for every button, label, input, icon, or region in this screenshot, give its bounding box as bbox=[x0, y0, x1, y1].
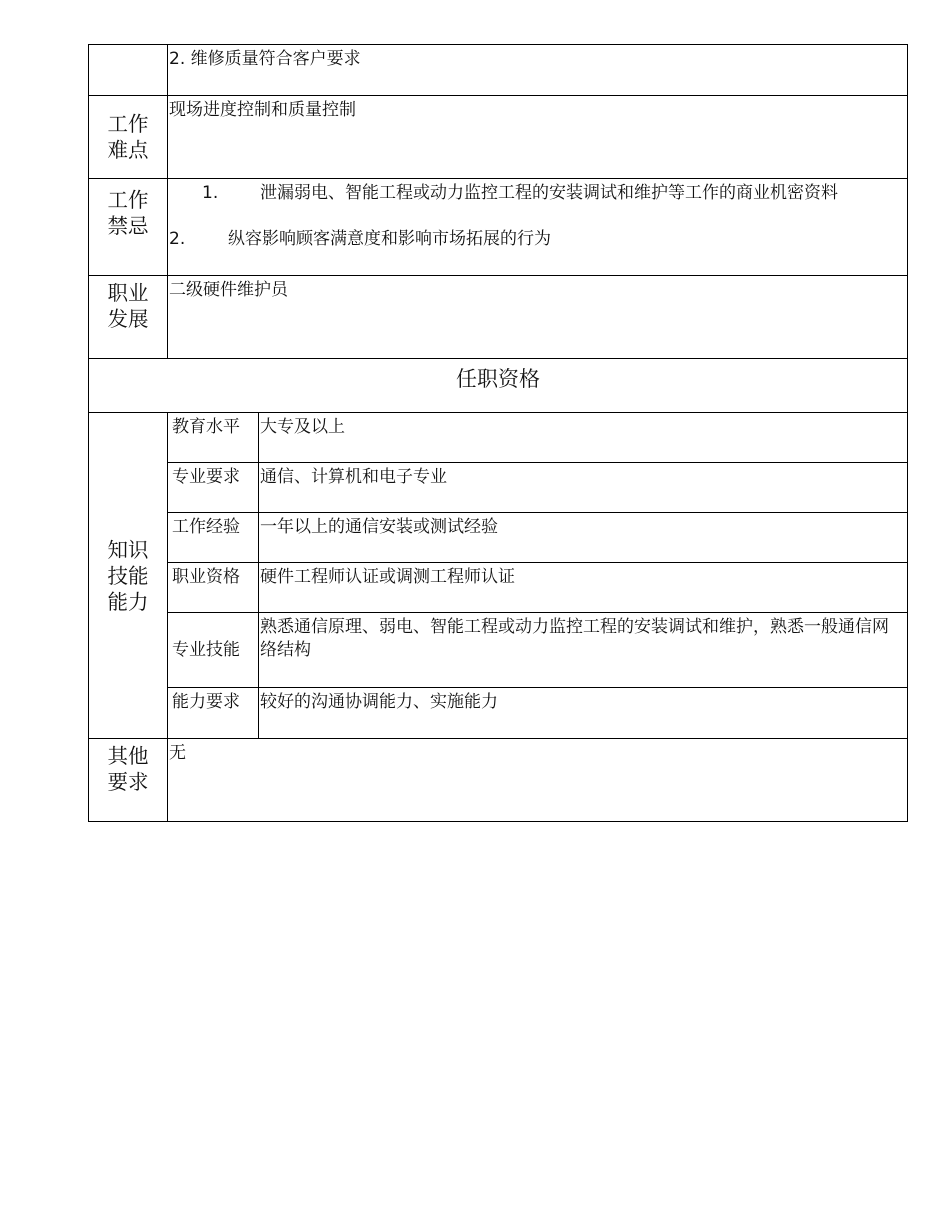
other-requirements-value: 无 bbox=[168, 739, 908, 822]
qualification-value: 较好的沟通协调能力、实施能力 bbox=[259, 688, 908, 739]
row-work-taboo bbox=[89, 179, 908, 276]
job-description-table bbox=[88, 44, 908, 822]
label-line: 能力 bbox=[107, 589, 149, 614]
label-line: 要求 bbox=[107, 770, 149, 794]
taboo-item bbox=[169, 182, 903, 205]
label-line: 工作 bbox=[107, 112, 149, 136]
row-continued bbox=[89, 45, 908, 96]
row-work-difficulty bbox=[89, 96, 908, 179]
continued-value: 2. 维修质量符合客户要求 bbox=[168, 45, 908, 96]
work-difficulty-value: 现场进度控制和质量控制 bbox=[168, 96, 908, 179]
row-qualification-title bbox=[89, 359, 908, 413]
qualification-label: 工作经验 bbox=[168, 513, 259, 563]
qualification-value: 通信、计算机和电子专业 bbox=[259, 463, 908, 513]
qualification-label: 能力要求 bbox=[168, 688, 259, 739]
taboo-item-text: 泄漏弱电、智能工程或动力监控工程的安装调试和维护等工作的商业机密资料 bbox=[260, 183, 838, 203]
other-requirements-label bbox=[89, 739, 168, 822]
qualification-label: 专业技能 bbox=[168, 613, 259, 688]
label-line: 难点 bbox=[107, 138, 149, 162]
qualification-row bbox=[89, 463, 908, 513]
qualification-row bbox=[89, 513, 908, 563]
taboo-item-number: 2. bbox=[169, 229, 186, 249]
qualification-value: 硬件工程师认证或调测工程师认证 bbox=[259, 563, 908, 613]
label-line: 职业 bbox=[107, 281, 149, 305]
qualification-value: 大专及以上 bbox=[259, 413, 908, 463]
work-taboo-label bbox=[89, 179, 168, 276]
qualification-row bbox=[89, 688, 908, 739]
knowledge-skill-ability-label bbox=[89, 413, 168, 739]
label-line: 其他 bbox=[107, 744, 149, 768]
qualification-row bbox=[89, 563, 908, 613]
taboo-item bbox=[169, 228, 903, 251]
qualification-value: 一年以上的通信安装或测试经验 bbox=[259, 513, 908, 563]
row-career-development bbox=[89, 276, 908, 359]
label-line: 技能 bbox=[107, 563, 149, 588]
work-taboo-value bbox=[168, 179, 908, 276]
label-line: 发展 bbox=[107, 307, 149, 331]
career-label bbox=[89, 276, 168, 359]
taboo-item-text: 纵容影响顾客满意度和影响市场拓展的行为 bbox=[228, 229, 551, 249]
work-difficulty-label bbox=[89, 96, 168, 179]
row-other-requirements bbox=[89, 739, 908, 822]
label-line: 工作 bbox=[107, 188, 149, 212]
qualification-row bbox=[89, 613, 908, 688]
label-line: 知识 bbox=[107, 537, 149, 562]
qualification-label: 教育水平 bbox=[168, 413, 259, 463]
qualification-value: 熟悉通信原理、弱电、智能工程或动力监控工程的安装调试和维护，熟悉一般通信网络结构 bbox=[259, 613, 908, 688]
qualification-title: 任职资格 bbox=[89, 359, 908, 413]
qualification-label: 职业资格 bbox=[168, 563, 259, 613]
qualification-label: 专业要求 bbox=[168, 463, 259, 513]
empty-label-cell bbox=[89, 45, 168, 96]
taboo-item-number: 1. bbox=[202, 183, 219, 203]
label-line: 禁忌 bbox=[107, 214, 149, 238]
qualification-row bbox=[89, 413, 908, 463]
career-value: 二级硬件维护员 bbox=[168, 276, 908, 359]
